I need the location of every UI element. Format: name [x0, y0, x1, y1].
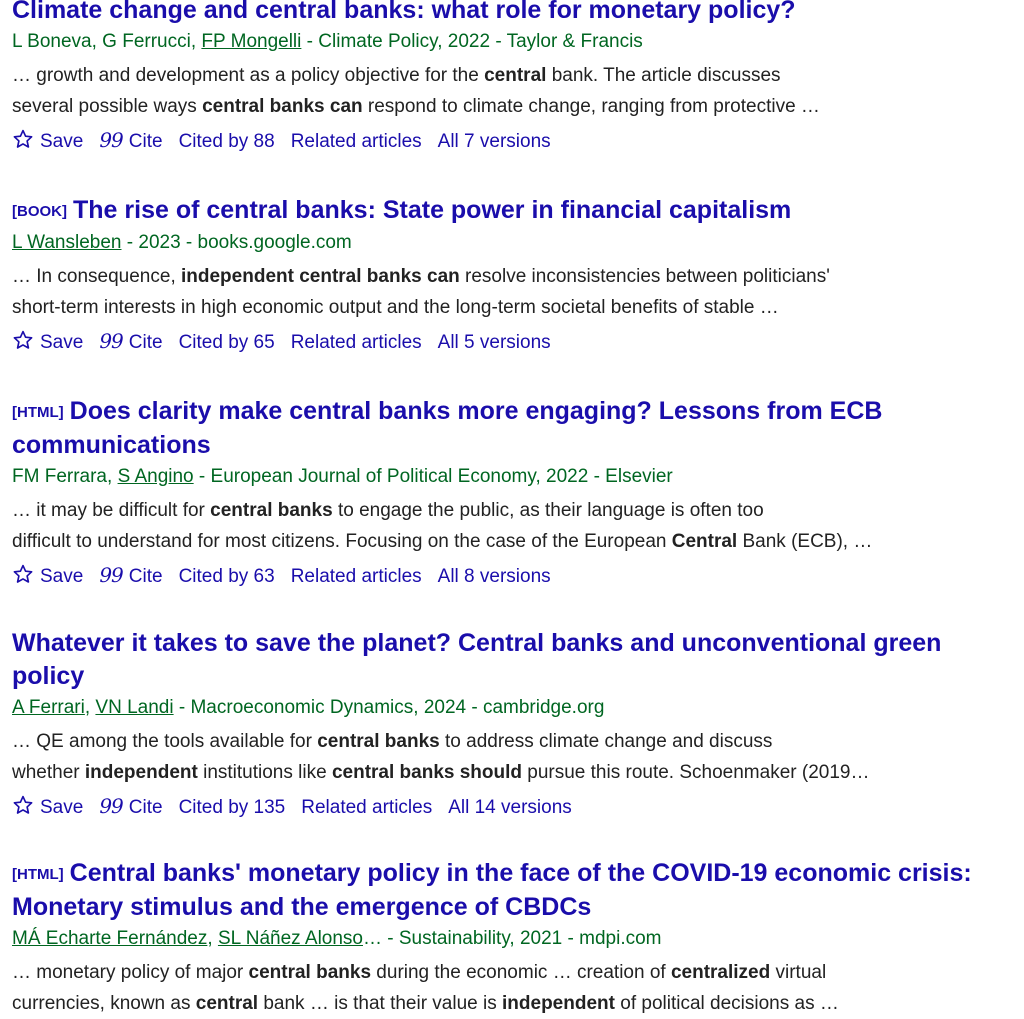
- result-actions: [12, 562, 1016, 593]
- save-label: Save: [40, 566, 84, 587]
- save-button[interactable]: [12, 329, 83, 359]
- title-segment: : what role for monetary policy?: [416, 0, 796, 24]
- snippet-segment: central: [484, 65, 547, 86]
- venue-text: - Sustainability, 2021 - mdpi.com: [382, 928, 662, 949]
- star-outline-icon: [12, 794, 34, 824]
- title-segment: Central banks: [458, 629, 624, 657]
- snippet-segment: central: [195, 993, 259, 1014]
- result-title[interactable]: [12, 627, 1016, 693]
- quote-icon: 99: [99, 128, 123, 152]
- snippet-segment: Central: [671, 531, 738, 552]
- all-versions-link[interactable]: All 5 versions: [437, 332, 551, 353]
- title-segment: ' monetary policy in the face of the COVID-19 economic crisis: Monetary stimulus and the emergence of CBDCs: [12, 859, 972, 921]
- all-versions-link[interactable]: All 14 versions: [448, 797, 572, 818]
- snippet-line: [12, 957, 1016, 988]
- title-segment: The rise of: [73, 196, 207, 224]
- save-button[interactable]: [12, 128, 83, 158]
- title-segment: more engaging? Lessons from ECB communications: [12, 397, 883, 459]
- cite-label: Cite: [128, 566, 163, 587]
- result-item: [12, 395, 1016, 593]
- result-snippet: [12, 60, 1016, 122]
- result-meta: [12, 926, 1016, 952]
- cited-by-link[interactable]: Cited by 135: [178, 797, 286, 818]
- save-label: Save: [40, 131, 84, 152]
- cited-by-link[interactable]: Cited by 88: [178, 131, 275, 152]
- result-meta: [12, 29, 1016, 55]
- snippet-segment: central banks: [317, 731, 440, 752]
- related-articles-link[interactable]: Related articles: [301, 797, 433, 818]
- result-title-link[interactable]: [12, 629, 941, 690]
- save-label: Save: [40, 332, 84, 353]
- snippet-segment: central banks should: [331, 762, 522, 783]
- author-link[interactable]: L Wansleben: [12, 232, 122, 253]
- snippet-segment: … QE among the tools available for: [12, 731, 318, 752]
- snippet-segment: central banks: [210, 500, 333, 521]
- title-segment: save the planet?: [248, 629, 458, 657]
- star-outline-icon: [12, 128, 34, 158]
- snippet-segment: virtual: [770, 962, 827, 983]
- snippet-segment: pursue this route. Schoenmaker (2019…: [522, 762, 870, 783]
- snippet-segment: … growth and development as a policy objective for the: [12, 65, 485, 86]
- result-actions: [12, 793, 1016, 824]
- result-title[interactable]: [12, 395, 1016, 462]
- related-articles-link[interactable]: Related articles: [290, 332, 422, 353]
- result-title-link[interactable]: [12, 397, 882, 459]
- author-text: G Ferrucci: [102, 31, 191, 52]
- snippet-segment: to engage the public, as their language is often too: [332, 500, 764, 521]
- result-title-link[interactable]: [73, 196, 791, 224]
- venue-text: - Macroeconomic Dynamics, 2024 - cambridge.org: [173, 697, 605, 718]
- save-label: Save: [40, 797, 84, 818]
- snippet-segment: bank … is that their value is: [258, 993, 503, 1014]
- star-outline-icon: [12, 563, 34, 593]
- cite-label: Cite: [128, 131, 163, 152]
- result-item: [12, 194, 1016, 359]
- cite-button[interactable]: [99, 328, 162, 356]
- author-text: …: [363, 928, 382, 949]
- snippet-segment: independent: [502, 993, 615, 1014]
- quote-icon: 99: [99, 563, 123, 587]
- save-button[interactable]: [12, 563, 83, 593]
- result-title[interactable]: [12, 194, 1016, 228]
- author-link[interactable]: VN Landi: [95, 697, 174, 718]
- title-segment: Whatever it takes: [12, 629, 225, 657]
- cited-by-link[interactable]: Cited by 65: [178, 332, 275, 353]
- cite-button[interactable]: [99, 562, 162, 590]
- format-tag: [HTML]: [12, 866, 64, 883]
- all-versions-link[interactable]: All 7 versions: [437, 131, 551, 152]
- result-item: [12, 0, 1016, 158]
- snippet-line: [12, 495, 1016, 526]
- snippet-segment: bank. The article discusses: [546, 65, 781, 86]
- save-button[interactable]: [12, 794, 83, 824]
- cite-label: Cite: [128, 797, 163, 818]
- result-actions: [12, 127, 1016, 158]
- result-meta: [12, 695, 1016, 721]
- snippet-segment: centralized: [670, 962, 771, 983]
- snippet-line: [12, 91, 1016, 122]
- snippet-segment: several possible ways: [12, 96, 203, 117]
- author-link[interactable]: A Ferrari: [12, 697, 85, 718]
- author-text: ,: [84, 697, 96, 718]
- author-link[interactable]: SL Náñez Alonso: [217, 928, 363, 949]
- result-snippet: [12, 726, 1016, 788]
- quote-icon: 99: [99, 794, 123, 818]
- result-actions: [12, 328, 1016, 359]
- snippet-line: [12, 261, 1016, 292]
- related-articles-link[interactable]: Related articles: [290, 566, 422, 587]
- snippet-segment: independent: [84, 762, 198, 783]
- snippet-segment: independent central banks can: [181, 266, 460, 287]
- star-outline-icon: [12, 329, 34, 359]
- title-segment: central banks: [206, 196, 368, 224]
- snippet-segment: central banks can: [202, 96, 363, 117]
- author-text: FM Ferrara: [12, 466, 107, 487]
- snippet-line: [12, 292, 1016, 323]
- title-segment: central banks: [289, 397, 451, 425]
- result-title-link[interactable]: [12, 0, 796, 24]
- result-item: [12, 627, 1016, 824]
- snippet-line: [12, 757, 1016, 788]
- cite-button[interactable]: [99, 793, 162, 821]
- author-text: ,: [190, 31, 202, 52]
- title-segment: central banks: [255, 0, 417, 24]
- quote-icon: 99: [99, 329, 123, 353]
- result-snippet: [12, 957, 1016, 1019]
- cite-button[interactable]: [99, 127, 162, 155]
- author-text: ,: [91, 31, 103, 52]
- venue-text: - Climate Policy, 2022 - Taylor & Francis: [301, 31, 643, 52]
- title-segment: Central banks: [69, 859, 235, 887]
- snippet-line: [12, 526, 1016, 557]
- result-snippet: [12, 261, 1016, 323]
- snippet-segment: resolve inconsistencies between politicians': [459, 266, 830, 287]
- snippet-segment: short-term interests in high economic output and the long-term societal benefits of stable …: [12, 297, 779, 318]
- cited-by-link[interactable]: Cited by 63: [178, 566, 275, 587]
- result-snippet: [12, 495, 1016, 557]
- snippet-segment: currencies, known as: [12, 993, 196, 1014]
- venue-text: - European Journal of Political Economy, 2022 - Elsevier: [193, 466, 673, 487]
- author-link[interactable]: S Angino: [117, 466, 194, 487]
- author-text: ,: [207, 928, 218, 949]
- venue-text: - 2023 - books.google.com: [121, 232, 352, 253]
- snippet-segment: of political decisions as …: [614, 993, 839, 1014]
- snippet-segment: difficult to understand for most citizens. Focusing on the case of the European: [12, 531, 672, 552]
- result-meta: [12, 230, 1016, 256]
- snippet-segment: institutions like: [197, 762, 332, 783]
- snippet-segment: … In consequence,: [12, 266, 181, 287]
- related-articles-link[interactable]: Related articles: [290, 131, 422, 152]
- snippet-segment: respond to climate change, ranging from protective …: [362, 96, 820, 117]
- author-link[interactable]: FP Mongelli: [201, 31, 302, 52]
- snippet-segment: central banks: [248, 962, 372, 983]
- snippet-segment: … monetary policy of major: [12, 962, 249, 983]
- snippet-line: [12, 726, 1016, 757]
- title-segment: Does clarity make: [69, 397, 290, 425]
- result-meta: [12, 464, 1016, 490]
- snippet-segment: during the economic … creation of: [371, 962, 671, 983]
- snippet-line: [12, 60, 1016, 91]
- result-title[interactable]: [12, 0, 1016, 27]
- format-tag: [HTML]: [12, 404, 64, 421]
- snippet-segment: to address climate change and discuss: [439, 731, 773, 752]
- snippet-line: [12, 988, 1016, 1019]
- format-tag: [BOOK]: [12, 203, 67, 220]
- title-segment: Climate change and: [12, 0, 256, 24]
- all-versions-link[interactable]: All 8 versions: [437, 566, 551, 587]
- title-segment: and unconventional green policy: [12, 629, 942, 690]
- result-item: [12, 857, 1016, 1019]
- cite-label: Cite: [128, 332, 163, 353]
- title-segment: : State power in financial capitalism: [367, 196, 792, 224]
- snippet-segment: Bank (ECB), …: [737, 531, 873, 552]
- author-text: L Boneva: [12, 31, 92, 52]
- snippet-segment: whether: [12, 762, 85, 783]
- result-title[interactable]: [12, 857, 1016, 924]
- snippet-segment: … it may be difficult for: [12, 500, 211, 521]
- author-link[interactable]: MÁ Echarte Fernández: [12, 928, 208, 949]
- title-segment: to: [224, 629, 249, 657]
- result-title-link[interactable]: [12, 859, 972, 921]
- author-text: ,: [107, 466, 118, 487]
